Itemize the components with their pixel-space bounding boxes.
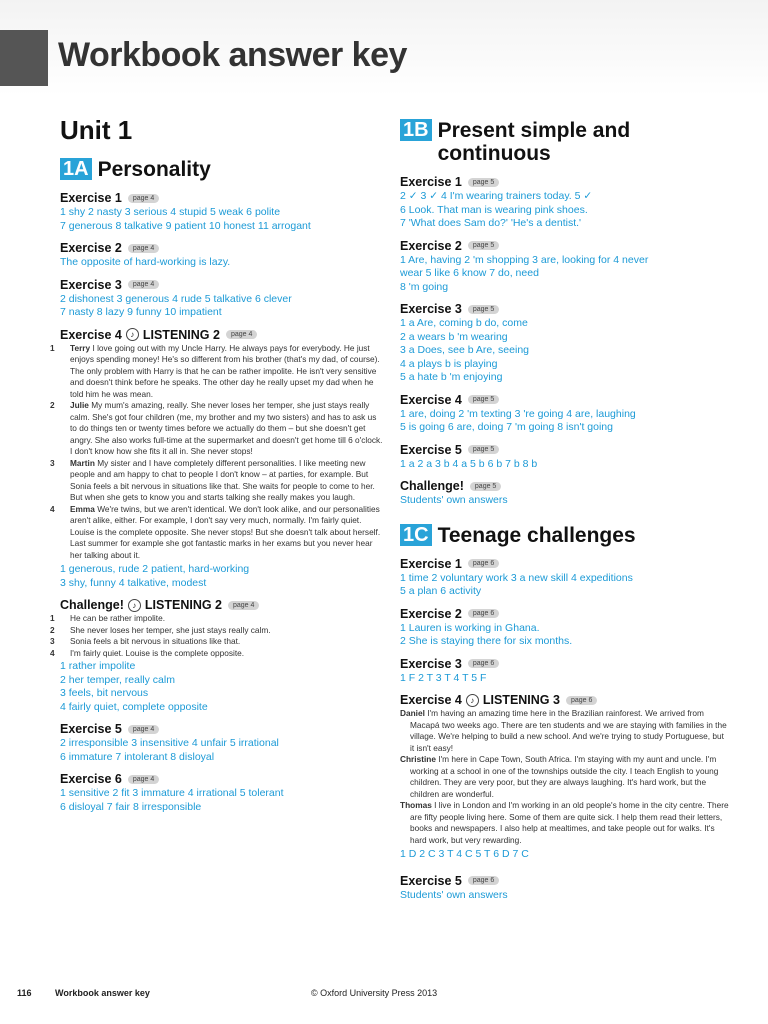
answer-line: 1 are, doing 2 'm texting 3 're going 4 are, laughing (400, 407, 636, 420)
page-tag: page 5 (470, 482, 501, 491)
transcript-text: My mum's amazing, really. She never loses her temper, she just stays really calm. She's got four children (me, my brother and my two sisters) and has to ask us to do things ten or twenty times before we actually do them – but she doesn't get angry. She also works full-time at the supermarket and doesn't get home till 6 o'clock. I don't know how she fits it all in. She never stops! (70, 400, 383, 456)
transcript-text: He can be rather impolite. (70, 613, 166, 623)
speaker-name: Julie (70, 400, 89, 410)
exercise-label: Exercise 5 (60, 722, 122, 736)
page-tag: page 5 (468, 178, 499, 187)
page-title: Workbook answer key (58, 36, 407, 74)
page-tag: page 6 (468, 559, 499, 568)
answer-line: 4 a plays b is playing (400, 357, 498, 370)
page-tag: page 5 (468, 395, 499, 404)
exercise-1a-6 (60, 772, 385, 814)
page-tag: page 4 (128, 775, 159, 784)
answer-line: Students' own answers (400, 888, 508, 901)
listening-label: LISTENING 2 (144, 598, 222, 612)
answer-line: 2 dishonest 3 generous 4 rude 5 talkative 6 clever (60, 292, 292, 305)
answer-line: 1 F 2 T 3 T 4 T 5 F (400, 671, 487, 684)
exercise-label: Exercise 2 (60, 241, 122, 255)
exercise-1a-5 (60, 722, 385, 764)
speaker-name: Martin (70, 457, 95, 468)
lesson-title: Present simple and continuous (437, 119, 631, 165)
footer (0, 988, 768, 1008)
answer-line: 4 fairly quiet, complete opposite (60, 700, 208, 713)
answer-line: 1 generous, rude 2 patient, hard-working (60, 563, 250, 575)
transcript-number: 2 (50, 624, 55, 635)
exercise-1c-3 (400, 657, 730, 686)
answer-line: 2 her temper, really calm (60, 673, 175, 686)
listening-label: LISTENING 3 (482, 693, 560, 707)
answer-line: The opposite of hard-working is lazy. (60, 256, 231, 268)
lesson-badge: 1C (400, 524, 432, 546)
exercise-1c-4 (400, 693, 730, 862)
answer-line: 1 sensitive 2 fit 3 immature 4 irrational 5 tolerant (60, 787, 284, 799)
exercise-1c-1 (400, 557, 730, 599)
page-number: 116 (17, 988, 32, 998)
answer-line: 3 shy, funny 4 talkative, modest (60, 576, 207, 589)
answer-line: 3 feels, bit nervous (60, 687, 149, 699)
lesson-heading-1a (60, 158, 385, 181)
answer-line: 1 Are, having 2 'm shopping 3 are, looking for 4 never (400, 253, 649, 266)
answer-line: 1 Lauren is working in Ghana. (400, 621, 540, 634)
answer-line: 8 'm going (400, 280, 449, 293)
answer-line: 1 D 2 C 3 T 4 C 5 T 6 D 7 C (400, 848, 529, 860)
exercise-1b-2 (400, 239, 730, 295)
challenge-1a (50, 598, 385, 714)
speaker-name: Emma (70, 503, 95, 514)
transcript-number: 4 (50, 503, 55, 514)
transcript-text: She never loses her temper, she just stays really calm. (70, 624, 271, 635)
exercise-1b-3 (400, 302, 730, 385)
transcript (50, 613, 385, 659)
answer-line: wear 5 like 6 know 7 do, need (400, 267, 539, 279)
exercise-label: Exercise 1 (400, 175, 462, 189)
exercise-1c-2 (400, 607, 730, 649)
exercise-1b-1 (400, 175, 730, 231)
page-tag: page 6 (468, 609, 499, 618)
transcript-text: I'm here in Cape Town, South Africa. I'm staying with my aunt and uncle. I'm working at a school in one of the townships outside the city. I teach English to young children. They are very poor, but they are always laughing. It's hard work, but the children are wonderful. (410, 754, 719, 799)
transcript-number: 4 (50, 647, 55, 658)
headphones-icon: ♪ (466, 694, 479, 707)
answer-line: 6 disloyal 7 fair 8 irresponsible (60, 800, 202, 813)
challenge-1b (400, 479, 730, 508)
answer-line: 2 a wears b 'm wearing (400, 330, 508, 343)
headphones-icon: ♪ (128, 599, 141, 612)
right-column (400, 115, 730, 910)
page-tag: page 4 (128, 280, 159, 289)
listening-label: LISTENING 2 (142, 327, 220, 342)
speaker-name: Christine (400, 754, 436, 764)
transcript-text: We're twins, but we aren't identical. We don't look alike, and our personalities aren't alike, either. For example, I don't say very much, normally. I'm fairly quiet. Louise is the complete opposite. She never stops! But she doesn't talk about herself. Last summer for example she got fantastic marks in her exams but you never hear her talking about it. (70, 503, 381, 560)
exercise-1a-1 (60, 191, 385, 233)
answer-line: 6 Look. That man is wearing pink shoes. (400, 203, 588, 216)
lesson-badge: 1B (400, 119, 432, 141)
exercise-label: Exercise 4 (400, 693, 462, 707)
page-tag: page 6 (566, 696, 597, 705)
unit-title: Unit 1 (60, 115, 133, 145)
speaker-name: Thomas (400, 800, 432, 810)
answer-line: 7 'What does Sam do?' 'He's a dentist.' (400, 217, 582, 229)
answer-line: 6 immature 7 intolerant 8 disloyal (60, 750, 215, 763)
lesson-title: Teenage challenges (437, 523, 636, 547)
transcript-text: I love going out with my Uncle Harry. He always pays for everybody. He just enjoys spending money! He's so different from his brother (that's my dad, of course). The only problem with Harry is that he can be rather impolite. He isn't very sensitive and doesn't think before he speaks. The other day he really upset my dad when he told him he was mean. (70, 342, 380, 399)
exercise-label: Exercise 4 (400, 392, 462, 407)
footer-title: Workbook answer key (55, 988, 150, 998)
exercise-1b-4 (400, 393, 730, 435)
transcript-number: 3 (50, 457, 55, 468)
header-accent-block (0, 30, 48, 86)
exercise-label: Exercise 2 (400, 606, 462, 621)
transcript-text: My sister and I have completely different personalities. I like meeting new people and am happy to chat to people I don't know – at parties, for example. But Sonia feels a bit nervous in situations like that. She waits for people to come to her. But when she gets to know you and starts talking she really makes you laugh. (70, 457, 375, 502)
answer-line: 1 a Are, coming b do, come (400, 317, 528, 329)
transcript-text: I'm having an amazing time here in the Brazilian rainforest. We arrived from Macapá two weeks ago. There are ten students and we are staying with families in the village. We're helping to build a new school. And we're trying to study Portuguese, but it isn't easy! (410, 708, 727, 753)
exercise-label: Exercise 3 (60, 277, 122, 292)
exercise-label: Exercise 5 (400, 873, 462, 888)
answer-line: 1 rather impolite (60, 660, 136, 672)
page-tag: page 4 (226, 330, 257, 339)
copyright: © Oxford University Press 2013 (311, 988, 438, 998)
page-tag: page 5 (468, 241, 499, 250)
answer-line: 1 shy 2 nasty 3 serious 4 stupid 5 weak 6 polite (60, 206, 281, 218)
speaker-name: Terry (70, 342, 91, 353)
speaker-name: Daniel (400, 708, 425, 718)
exercise-label: Exercise 3 (400, 656, 462, 671)
transcript-text: Sonia feels a bit nervous in situations like that. (70, 636, 241, 646)
transcript-text: I'm fairly quiet. Louise is the complete opposite. (70, 647, 245, 658)
exercise-label: Exercise 4 (60, 327, 122, 342)
answer-line: 2 irresponsible 3 insensitive 4 unfair 5 irrational (60, 737, 279, 749)
lesson-heading-1b (400, 119, 730, 165)
answer-line: 5 is going 6 are, doing 7 'm going 8 isn't going (400, 421, 613, 433)
page-tag: page 4 (128, 725, 159, 734)
lesson-heading-1c (400, 524, 730, 547)
page-tag: page 4 (128, 244, 159, 253)
lesson-badge: 1A (60, 158, 92, 180)
page-tag: page 6 (468, 659, 499, 668)
transcript-number: 1 (50, 342, 55, 353)
answer-line: 2 ✓ 3 ✓ 4 I'm wearing trainers today. 5 ✓ (400, 190, 593, 202)
exercise-label: Exercise 1 (60, 191, 122, 205)
transcript-text: I live in London and I'm working in an old people's home in the city centre. There are fifty people living here. Some of them are quite sick. I help them read their letters, books and newspapers. I also help at mealtimes, and take people out for walks. It's hard work, but very rewarding. (410, 800, 729, 845)
transcript (50, 342, 385, 562)
transcript-number: 1 (50, 613, 55, 623)
exercise-1a-4 (50, 327, 385, 591)
exercise-label: Exercise 6 (60, 772, 122, 786)
left-column (50, 115, 385, 822)
answer-line: Students' own answers (400, 494, 508, 506)
exercise-1b-5 (400, 443, 730, 472)
transcript (400, 708, 730, 846)
exercise-label: Challenge! (400, 479, 464, 493)
exercise-label: Challenge! (60, 598, 124, 612)
answer-line: 1 time 2 voluntary work 3 a new skill 4 expeditions (400, 571, 633, 584)
exercise-1a-2 (60, 241, 385, 270)
page-tag: page 6 (468, 876, 499, 885)
page-tag: page 5 (468, 305, 499, 314)
answer-line: 5 a plan 6 activity (400, 585, 482, 597)
exercise-1a-3 (60, 278, 385, 320)
answer-line: 2 She is staying there for six months. (400, 635, 573, 647)
answer-line: 1 a 2 a 3 b 4 a 5 b 6 b 7 b 8 b (400, 457, 538, 470)
exercise-label: Exercise 2 (400, 238, 462, 253)
lesson-title: Personality (97, 158, 211, 181)
answer-line: 5 a hate b 'm enjoying (400, 371, 503, 383)
exercise-label: Exercise 3 (400, 302, 462, 316)
answer-line: 7 nasty 8 lazy 9 funny 10 impatient (60, 306, 222, 318)
exercise-1c-5 (400, 874, 730, 903)
exercise-label: Exercise 1 (400, 556, 462, 571)
answer-line: 7 generous 8 talkative 9 patient 10 honest 11 arrogant (60, 219, 311, 232)
page-tag: page 4 (228, 601, 259, 610)
headphones-icon: ♪ (126, 328, 139, 341)
page-tag: page 5 (468, 445, 499, 454)
answer-line: 3 a Does, see b Are, seeing (400, 344, 529, 356)
page-tag: page 4 (128, 194, 159, 203)
transcript-number: 3 (50, 636, 55, 646)
exercise-label: Exercise 5 (400, 442, 462, 457)
transcript-number: 2 (50, 400, 55, 410)
